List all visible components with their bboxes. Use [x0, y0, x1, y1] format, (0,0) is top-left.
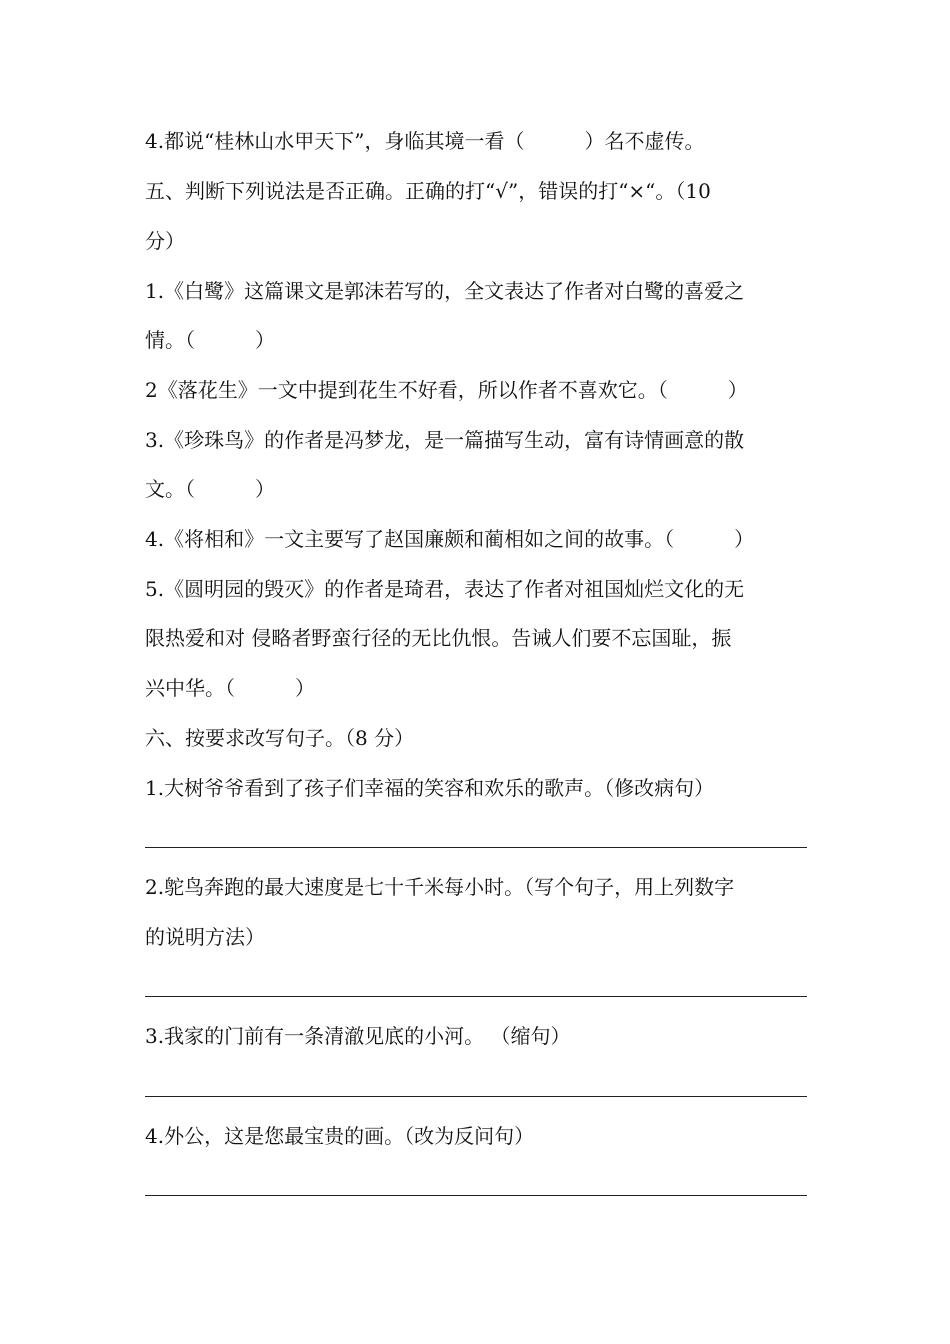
judge-q1-line2: 情。（ ） [145, 328, 275, 352]
rewrite-q3: 3.我家的门前有一条清澈见底的小河。 （缩句） [145, 1024, 571, 1048]
judge-q4: 4.《将相和》一文主要写了赵国廉颇和蔺相如之间的故事。（ ） [145, 527, 755, 551]
rewrite-q2-line1: 2.鸵鸟奔跑的最大速度是七十千米每小时。（写个句子，用上列数字 [145, 875, 735, 899]
answer-line-1[interactable] [145, 847, 807, 848]
answer-line-3[interactable] [145, 1096, 807, 1097]
rewrite-q1: 1.大树爷爷看到了孩子们幸福的笑容和欢乐的歌声。（修改病句） [145, 776, 715, 800]
judge-q2: 2《落花生》一文中提到花生不好看，所以作者不喜欢它。（ ） [145, 378, 748, 402]
section-5-heading-cont: 分） [145, 229, 185, 253]
section-5-heading: 五、判断下列说法是否正确。正确的打“√”，错误的打“×“。（10 [145, 179, 711, 203]
blank-q4-line: 4.都说“桂林山水甲天下”，身临其境一看（ ）名不虚传。 [145, 129, 705, 153]
judge-q3-line2: 文。（ ） [145, 477, 275, 501]
answer-line-2[interactable] [145, 996, 807, 997]
judge-q5-line1: 5.《圆明园的毁灭》的作者是琦君，表达了作者对祖国灿烂文化的无 [145, 577, 745, 601]
judge-q3-line1: 3.《珍珠鸟》的作者是冯梦龙，是一篇描写生动，富有诗情画意的散 [145, 428, 745, 452]
judge-q1-line1: 1.《白鹭》这篇课文是郭沫若写的，全文表达了作者对白鹭的喜爱之 [145, 279, 745, 303]
judge-q5-line3: 兴中华。（ ） [145, 676, 315, 700]
rewrite-q2-line2: 的说明方法） [145, 925, 265, 949]
judge-q5-line2: 限热爱和对 侵略者野蛮行径的无比仇恨。告诫人们要不忘国耻，振 [145, 626, 732, 650]
rewrite-q4: 4.外公，这是您最宝贵的画。（改为反问句） [145, 1124, 535, 1148]
answer-line-4[interactable] [145, 1195, 807, 1196]
section-6-heading: 六、按要求改写句子。（8 分） [145, 726, 415, 750]
